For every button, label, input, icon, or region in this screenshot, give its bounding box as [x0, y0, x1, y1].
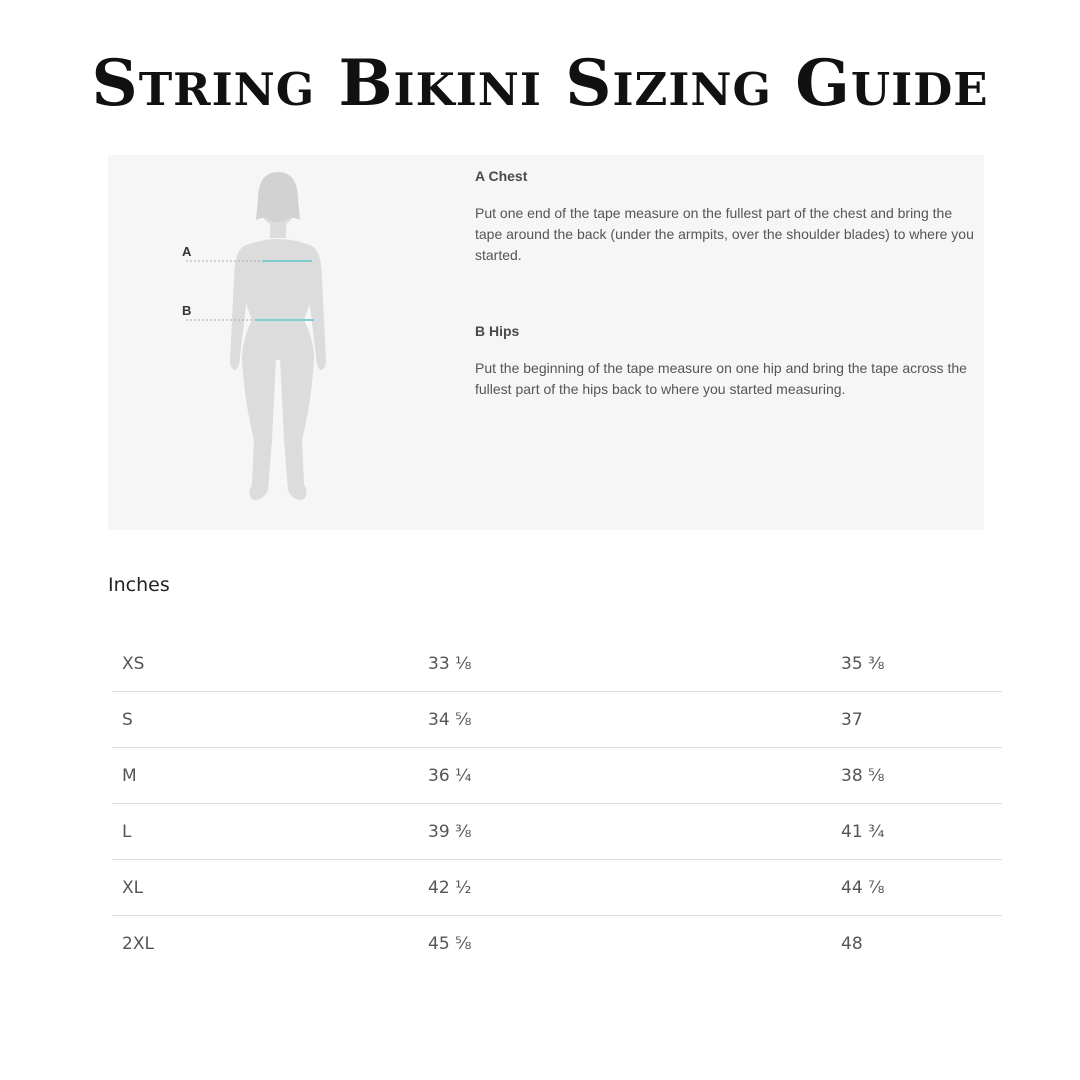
table-row [112, 804, 1002, 860]
chest-cell: 33 ⅛ [418, 636, 831, 692]
chest-description: Put one end of the tape measure on the fullest part of the chest and bring the tape around the back (under the armpits, over the shoulder blades) to where you started. [475, 205, 974, 263]
chest-instructions [475, 168, 975, 266]
chest-cell: 45 ⅝ [428, 933, 472, 954]
chest-cell: 36 ¼ [418, 748, 831, 804]
table-row [112, 860, 1002, 916]
body-silhouette-icon [168, 170, 368, 520]
table-row [112, 748, 1002, 804]
hips-instructions [475, 323, 975, 400]
units-label: Inches [108, 574, 170, 596]
chest-cell: 39 ⅜ [418, 804, 831, 860]
chest-cell: 42 ½ [418, 860, 831, 916]
marker-b-label: B [182, 303, 192, 318]
size-cell: S [112, 692, 418, 748]
hips-cell: 41 ¾ [831, 804, 1002, 860]
marker-a-label: A [182, 244, 192, 259]
hips-cell: 38 ⅝ [831, 748, 1002, 804]
page-title: String Bikini Sizing Guide [91, 46, 989, 121]
hips-description: Put the beginning of the tape measure on one hip and bring the tape across the fullest part of the hips back to where you started measuring. [475, 360, 967, 397]
size-table [112, 636, 1002, 971]
chest-heading: A Chest [475, 168, 528, 184]
size-cell: XL [112, 860, 418, 916]
table-row [112, 636, 1002, 692]
hips-heading: B Hips [475, 323, 520, 339]
hips-cell: 37 [831, 692, 1002, 748]
hips-cell: 44 ⅞ [831, 860, 1002, 916]
chest-cell: 34 ⅝ [418, 692, 831, 748]
size-cell: L [112, 804, 418, 860]
table-row [112, 692, 1002, 748]
hips-cell: 35 ⅜ [831, 636, 1002, 692]
hips-cell: 48 [841, 933, 863, 954]
size-cell: M [112, 748, 418, 804]
size-cell: 2XL [122, 933, 154, 954]
table-row [112, 916, 1002, 972]
size-cell: XS [112, 636, 418, 692]
body-figure-diagram [168, 170, 368, 520]
measurement-guide-panel [108, 155, 984, 530]
